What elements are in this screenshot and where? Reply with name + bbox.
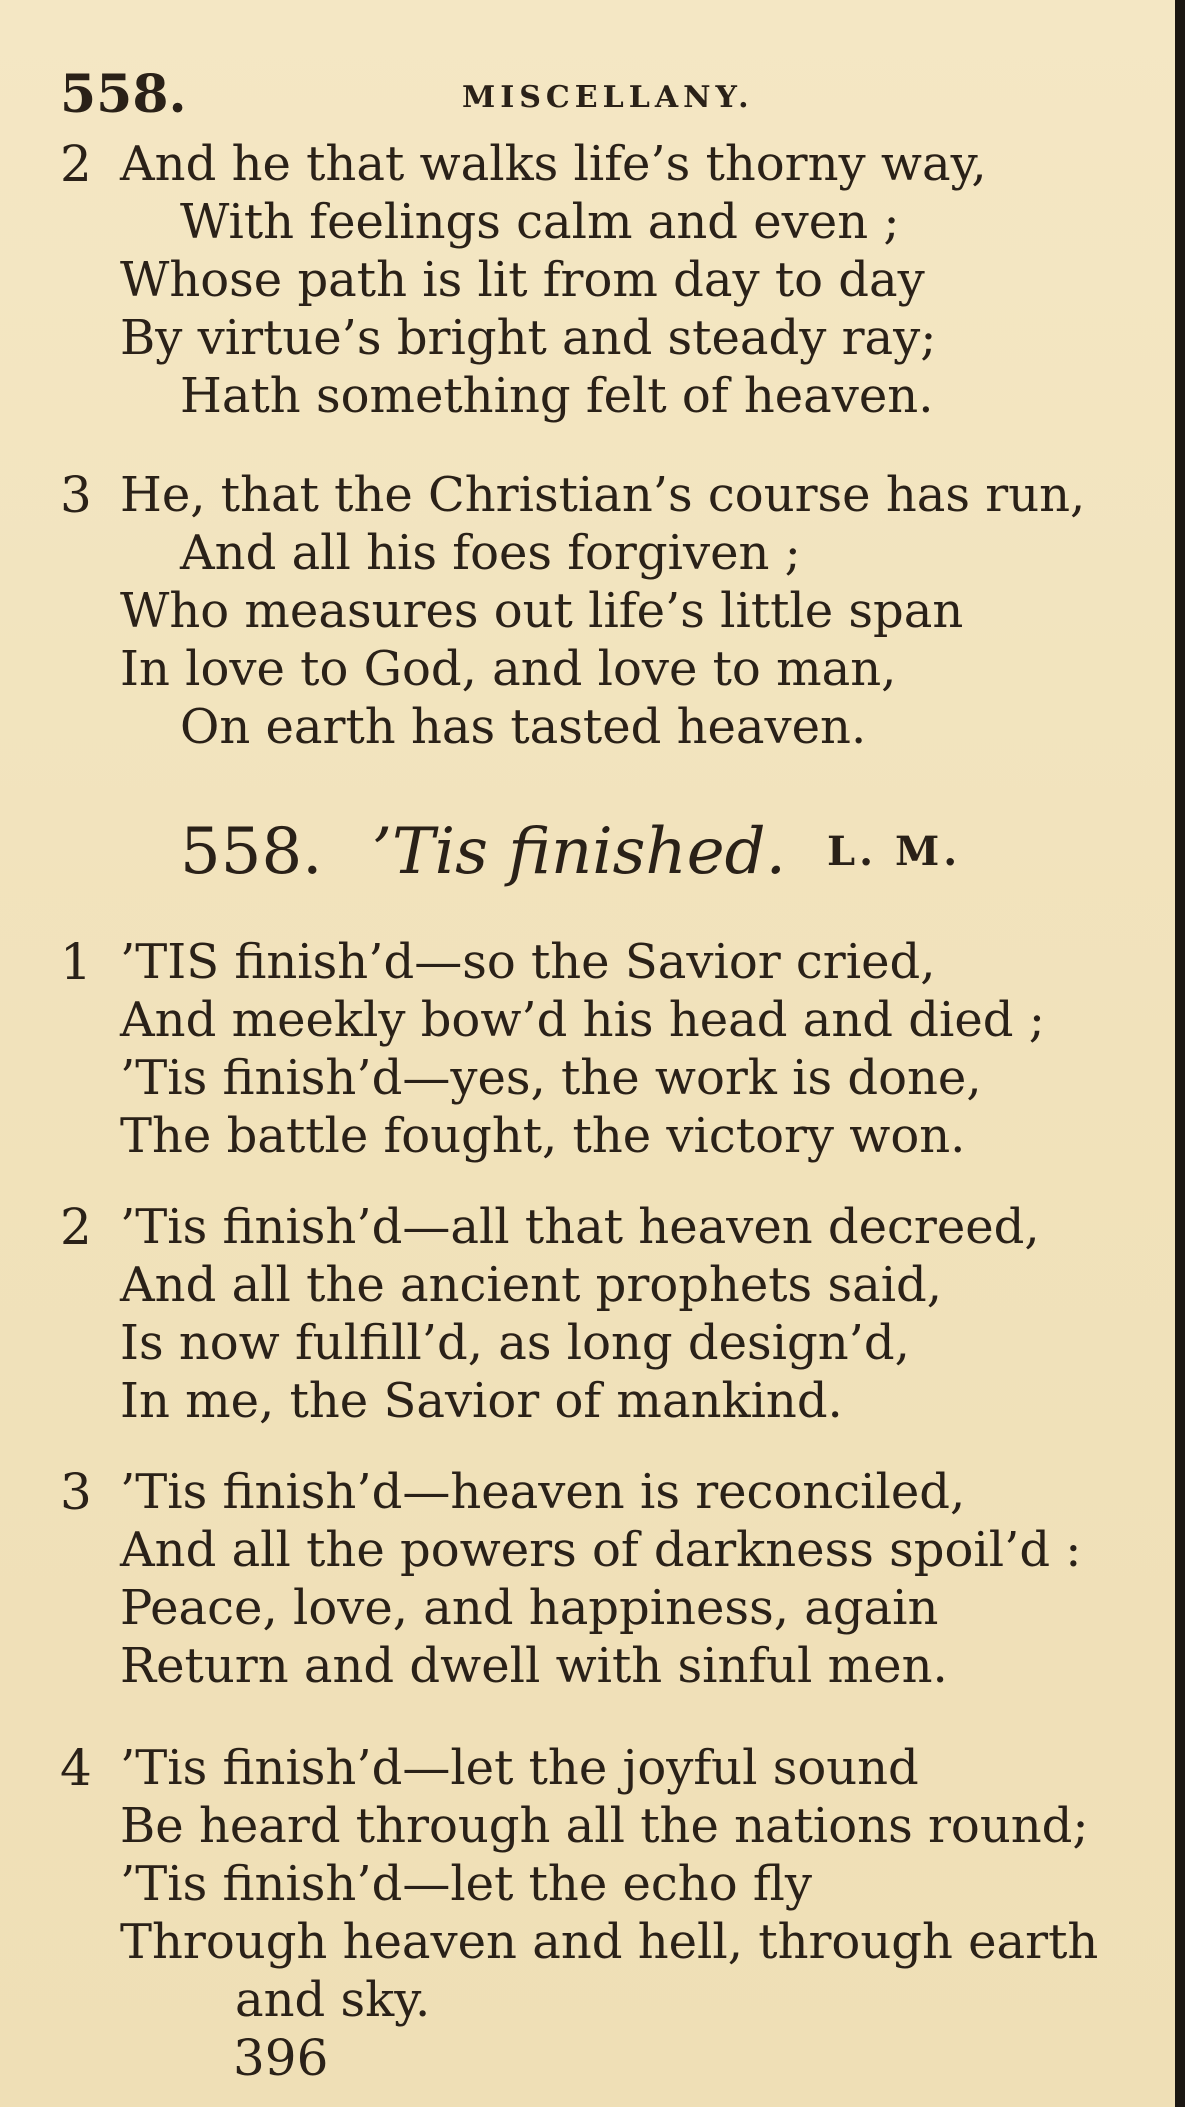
verse-line: And he that walks life’s thorny way, [120,136,987,192]
verse-line: Return and dwell with sinful men. [120,1638,948,1694]
verse-line: Peace, love, and happiness, again [120,1580,939,1636]
verse-line: With feelings calm and even ; [180,194,900,250]
stanza-number: 3 [60,466,92,524]
verse-line: He, that the Christian’s course has run, [120,467,1086,523]
stanza-number: 4 [60,1739,92,1797]
hymn-title: ’Tis finished. [371,815,786,889]
verse-line: And meekly bow’d his head and died ; [120,992,1045,1048]
page-number: 558. [60,64,187,125]
verse-line: And all the ancient prophets said, [120,1257,943,1313]
signature-mark: 396 [233,2029,329,2087]
stanza-number: 1 [60,933,92,991]
verse-line: and sky. [235,1972,431,2028]
stanza-number: 2 [60,135,92,193]
verse-line: And all his foes forgiven ; [180,525,801,581]
verse-line: ’Tis finish’d—all that heaven decreed, [120,1199,1040,1255]
page-edge-shadow [1175,0,1185,2107]
verse-line: Be heard through all the nations round; [120,1798,1089,1854]
hymn-number: 558. [180,815,323,889]
verse-line: ’TIS finish’d—so the Savior cried, [120,934,936,990]
verse-line: Is now fulfill’d, as long design’d, [120,1315,910,1371]
hymn-meter: L. M. [827,828,962,875]
running-title: MISCELLANY. [462,80,754,115]
verse-line: And all the powers of darkness spoil’d : [120,1522,1082,1578]
stanza-number: 2 [60,1198,92,1256]
verse-line: ’Tis finish’d—yes, the work is done, [120,1050,982,1106]
hymn-title-row [180,812,961,892]
verse-line: Hath something felt of heaven. [180,368,934,424]
verse-line: ’Tis finish’d—let the joyful sound [120,1740,919,1796]
verse-line: ’Tis finish’d—heaven is reconciled, [120,1464,966,1520]
verse-line: Who measures out life’s little span [120,583,964,639]
verse-line: Through heaven and hell, through earth [120,1914,1099,1970]
verse-line: By virtue’s bright and steady ray; [120,310,937,366]
verse-line: In love to God, and love to man, [120,641,897,697]
verse-line: Whose path is lit from day to day [120,252,925,308]
stanza-number: 3 [60,1463,92,1521]
verse-line: The battle fought, the victory won. [120,1108,966,1164]
verse-line: In me, the Savior of mankind. [120,1373,843,1429]
verse-line: On earth has tasted heaven. [180,699,867,755]
verse-line: ’Tis finish’d—let the echo fly [120,1856,812,1912]
